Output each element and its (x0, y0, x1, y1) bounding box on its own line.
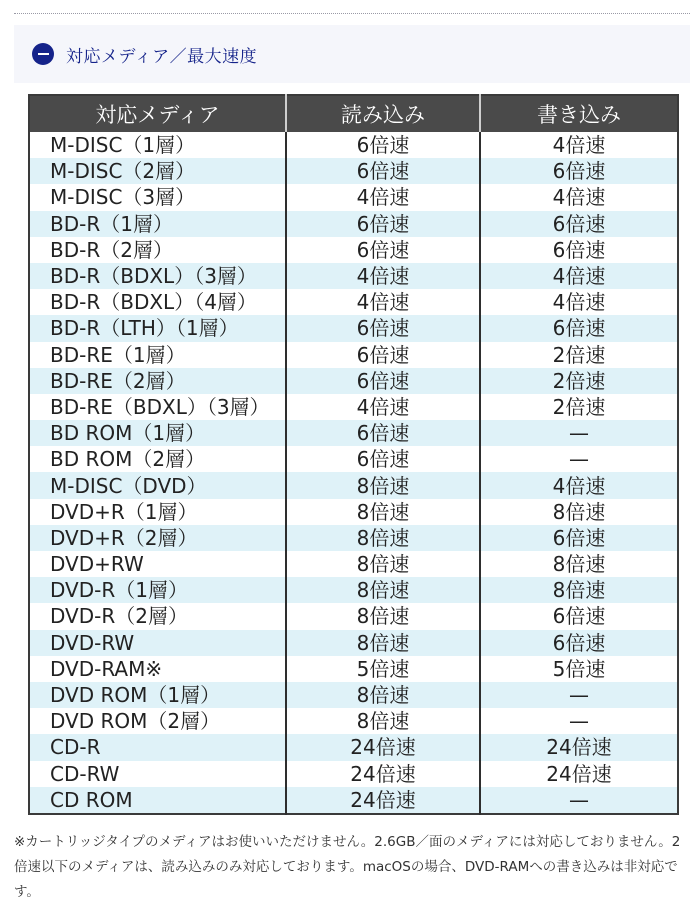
media-cell: DVD-R（1層） (29, 577, 286, 603)
write-speed-cell: — (480, 787, 678, 814)
table-row (29, 708, 678, 734)
table-row (29, 368, 678, 394)
media-cell: BD ROM（2層） (29, 446, 286, 472)
write-speed-cell: 4倍速 (480, 263, 678, 289)
table-row (29, 211, 678, 237)
section-header[interactable] (14, 25, 690, 83)
write-speed-cell: 4倍速 (480, 289, 678, 315)
table-row (29, 577, 678, 603)
write-speed-cell: 4倍速 (480, 472, 678, 498)
media-cell: BD-RE（1層） (29, 342, 286, 368)
media-cell: CD ROM (29, 787, 286, 814)
media-cell: BD-R（2層） (29, 237, 286, 263)
table-row (29, 158, 678, 184)
read-speed-cell: 6倍速 (286, 315, 480, 341)
table-row (29, 289, 678, 315)
table-row (29, 551, 678, 577)
write-speed-cell: — (480, 446, 678, 472)
write-speed-cell: 6倍速 (480, 315, 678, 341)
write-speed-cell: 6倍速 (480, 525, 678, 551)
write-speed-cell: 24倍速 (480, 761, 678, 787)
read-speed-cell: 8倍速 (286, 630, 480, 656)
write-speed-cell: 5倍速 (480, 656, 678, 682)
read-speed-cell: 6倍速 (286, 368, 480, 394)
read-speed-cell: 6倍速 (286, 342, 480, 368)
media-cell: BD-R（LTH）（1層） (29, 315, 286, 341)
read-speed-cell: 8倍速 (286, 577, 480, 603)
read-speed-cell: 6倍速 (286, 237, 480, 263)
media-cell: M-DISC（2層） (29, 158, 286, 184)
write-speed-cell: — (480, 682, 678, 708)
media-cell: CD-RW (29, 761, 286, 787)
media-cell: BD-RE（2層） (29, 368, 286, 394)
write-speed-cell: 2倍速 (480, 368, 678, 394)
read-speed-cell: 8倍速 (286, 499, 480, 525)
read-speed-cell: 4倍速 (286, 184, 480, 210)
write-speed-cell: — (480, 420, 678, 446)
column-header-read: 読み込み (286, 95, 480, 132)
table-row (29, 787, 678, 814)
table-row (29, 237, 678, 263)
media-cell: DVD-RW (29, 630, 286, 656)
table-row (29, 656, 678, 682)
table-row (29, 499, 678, 525)
table-row (29, 394, 678, 420)
write-speed-cell: 4倍速 (480, 132, 678, 158)
table-row (29, 420, 678, 446)
table-row (29, 761, 678, 787)
read-speed-cell: 24倍速 (286, 787, 480, 814)
table-row (29, 315, 678, 341)
read-speed-cell: 6倍速 (286, 158, 480, 184)
write-speed-cell: 6倍速 (480, 630, 678, 656)
table-row (29, 630, 678, 656)
read-speed-cell: 24倍速 (286, 734, 480, 760)
table-row (29, 342, 678, 368)
write-speed-cell: 8倍速 (480, 499, 678, 525)
write-speed-cell: 2倍速 (480, 394, 678, 420)
write-speed-cell: 6倍速 (480, 237, 678, 263)
media-cell: DVD ROM（2層） (29, 708, 286, 734)
media-cell: BD ROM（1層） (29, 420, 286, 446)
media-cell: DVD+R（1層） (29, 499, 286, 525)
read-speed-cell: 6倍速 (286, 420, 480, 446)
read-speed-cell: 4倍速 (286, 394, 480, 420)
read-speed-cell: 6倍速 (286, 446, 480, 472)
table-row (29, 525, 678, 551)
table-row (29, 446, 678, 472)
media-cell: BD-R（1層） (29, 211, 286, 237)
footnote: ※カートリッジタイプのメディアはお使いいただけません。2.6GB／面のメディアには対応しておりません。2倍速以下のメディアは、読み込みのみ対応しております。macOSの場合、DVD-RAMへの書き込みは非対応です。 (14, 834, 681, 900)
media-cell: DVD-R（2層） (29, 603, 286, 629)
media-cell: M-DISC（DVD） (29, 472, 286, 498)
write-speed-cell: 24倍速 (480, 734, 678, 760)
table-row (29, 603, 678, 629)
section-title: 対応メディア／最大速度 (66, 46, 258, 67)
media-cell: BD-RE（BDXL）（3層） (29, 394, 286, 420)
media-cell: M-DISC（3層） (29, 184, 286, 210)
table-row (29, 472, 678, 498)
read-speed-cell: 4倍速 (286, 289, 480, 315)
write-speed-cell: 8倍速 (480, 577, 678, 603)
media-cell: DVD ROM（1層） (29, 682, 286, 708)
write-speed-cell: 6倍速 (480, 603, 678, 629)
read-speed-cell: 8倍速 (286, 603, 480, 629)
media-cell: DVD-RAM※ (29, 656, 286, 682)
media-cell: BD-R（BDXL）（4層） (29, 289, 286, 315)
write-speed-cell: 6倍速 (480, 158, 678, 184)
write-speed-cell: 6倍速 (480, 211, 678, 237)
table-row (29, 184, 678, 210)
media-speed-table (28, 94, 679, 815)
read-speed-cell: 24倍速 (286, 761, 480, 787)
table-row (29, 263, 678, 289)
column-header-write: 書き込み (480, 95, 678, 132)
read-speed-cell: 8倍速 (286, 682, 480, 708)
media-cell: BD-R（BDXL）（3層） (29, 263, 286, 289)
read-speed-cell: 4倍速 (286, 263, 480, 289)
media-cell: M-DISC（1層） (29, 132, 286, 158)
table-row (29, 132, 678, 158)
media-cell: DVD+RW (29, 551, 286, 577)
write-speed-cell: 8倍速 (480, 551, 678, 577)
read-speed-cell: 8倍速 (286, 708, 480, 734)
read-speed-cell: 5倍速 (286, 656, 480, 682)
read-speed-cell: 8倍速 (286, 551, 480, 577)
table-row (29, 682, 678, 708)
table-row (29, 734, 678, 760)
read-speed-cell: 6倍速 (286, 211, 480, 237)
top-divider (14, 13, 690, 14)
media-cell: CD-R (29, 734, 286, 760)
media-cell: DVD+R（2層） (29, 525, 286, 551)
minus-circle-icon[interactable] (32, 43, 54, 65)
read-speed-cell: 8倍速 (286, 525, 480, 551)
write-speed-cell: — (480, 708, 678, 734)
write-speed-cell: 4倍速 (480, 184, 678, 210)
table-header-row (29, 95, 678, 132)
read-speed-cell: 6倍速 (286, 132, 480, 158)
column-header-media: 対応メディア (29, 95, 286, 132)
read-speed-cell: 8倍速 (286, 472, 480, 498)
write-speed-cell: 2倍速 (480, 342, 678, 368)
